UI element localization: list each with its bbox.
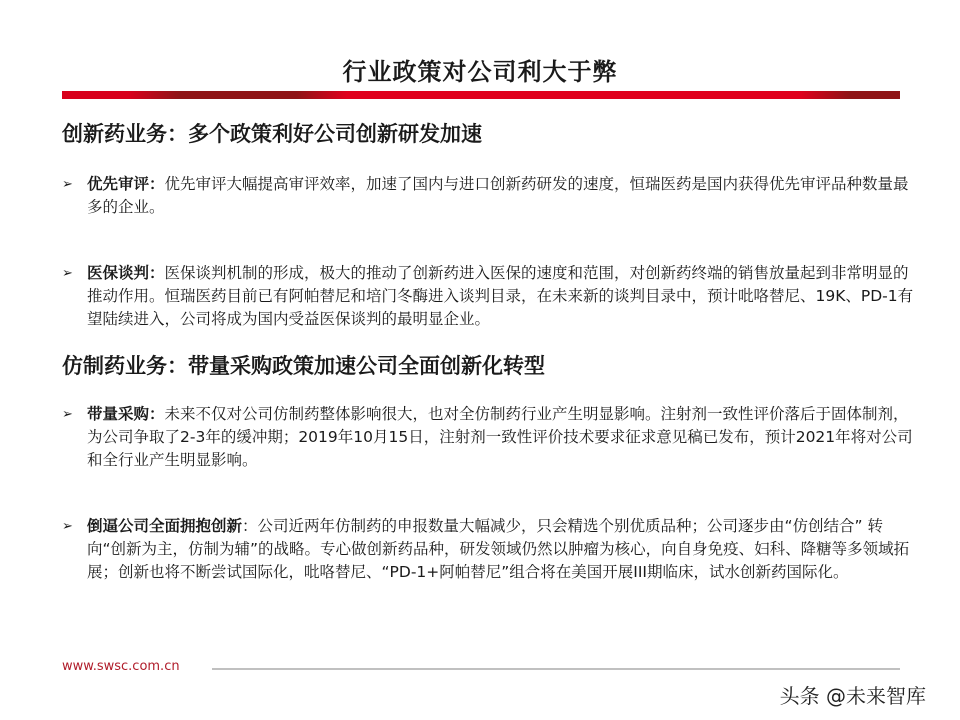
bullet-text: 未来不仅对公司仿制药整体影响很大，也对全仿制药行业产生明显影响。注射剂一致性评价落后于固体制剂，为公司争取了2-3年的缓冲期；2019年10月15日，注射剂一致性评价技术要求征求意见稿已发布，预计2021年将对公司和全行业产生明显影响。 — [87, 405, 913, 469]
arrow-bullet-icon: ➢ — [62, 519, 73, 534]
bullet-text: 医保谈判机制的形成，极大的推动了创新药进入医保的速度和范围，对创新药终端的销售放量起到非常明显的推动作用。恒瑞医药目前已有阿帕替尼和培门冬酶进入谈判目录，在未来新的谈判目录中，预计吡咯替尼、19K、PD-1有望陆续进入，公司将成为国内受益医保谈判的最明显企业。 — [87, 264, 914, 328]
bullet-text: ：公司近两年仿制药的申报数量大幅减少，只会精选个别优质品种；公司逐步由“仿创结合” 转向“创新为主，仿制为辅”的战略。专心做创新药品种，研发领域仍然以肿瘤为核心，向自身免疫、妇科、降糖等多领域拓展；创新也将不断尝试国际化，吡咯替尼、“PD-1+阿帕替尼”组合将在美国开展III期临床，试水创新药国际化。 — [87, 517, 910, 581]
bullet-volume-procurement — [62, 403, 922, 472]
bullet-text: 优先审评大幅提高审评效率，加速了国内与进口创新药研发的速度，恒瑞医药是国内获得优先审评品种数量最多的企业。 — [87, 175, 909, 216]
arrow-bullet-icon: ➢ — [62, 177, 73, 192]
footer-divider — [212, 668, 900, 670]
bullet-label: 优先审评： — [87, 175, 165, 193]
section-heading-innovative: 创新药业务：多个政策利好公司创新研发加速 — [62, 122, 482, 146]
bullet-priority-review — [62, 173, 922, 219]
watermark: 头条 @未来智库 — [779, 684, 926, 708]
title-divider-bar — [62, 91, 900, 99]
bullet-label: 倒逼公司全面拥抱创新 — [87, 517, 243, 535]
bullet-label: 带量采购： — [87, 405, 165, 423]
section-heading-generic: 仿制药业务：带量采购政策加速公司全面创新化转型 — [62, 354, 545, 378]
slide-title: 行业政策对公司利大于弊 — [342, 58, 618, 86]
arrow-bullet-icon: ➢ — [62, 266, 73, 281]
footer-url: www.swsc.com.cn — [62, 659, 180, 674]
bullet-insurance-negotiation — [62, 262, 922, 331]
bullet-embrace-innovation — [62, 515, 922, 584]
bullet-label: 医保谈判： — [87, 264, 165, 282]
arrow-bullet-icon: ➢ — [62, 407, 73, 422]
